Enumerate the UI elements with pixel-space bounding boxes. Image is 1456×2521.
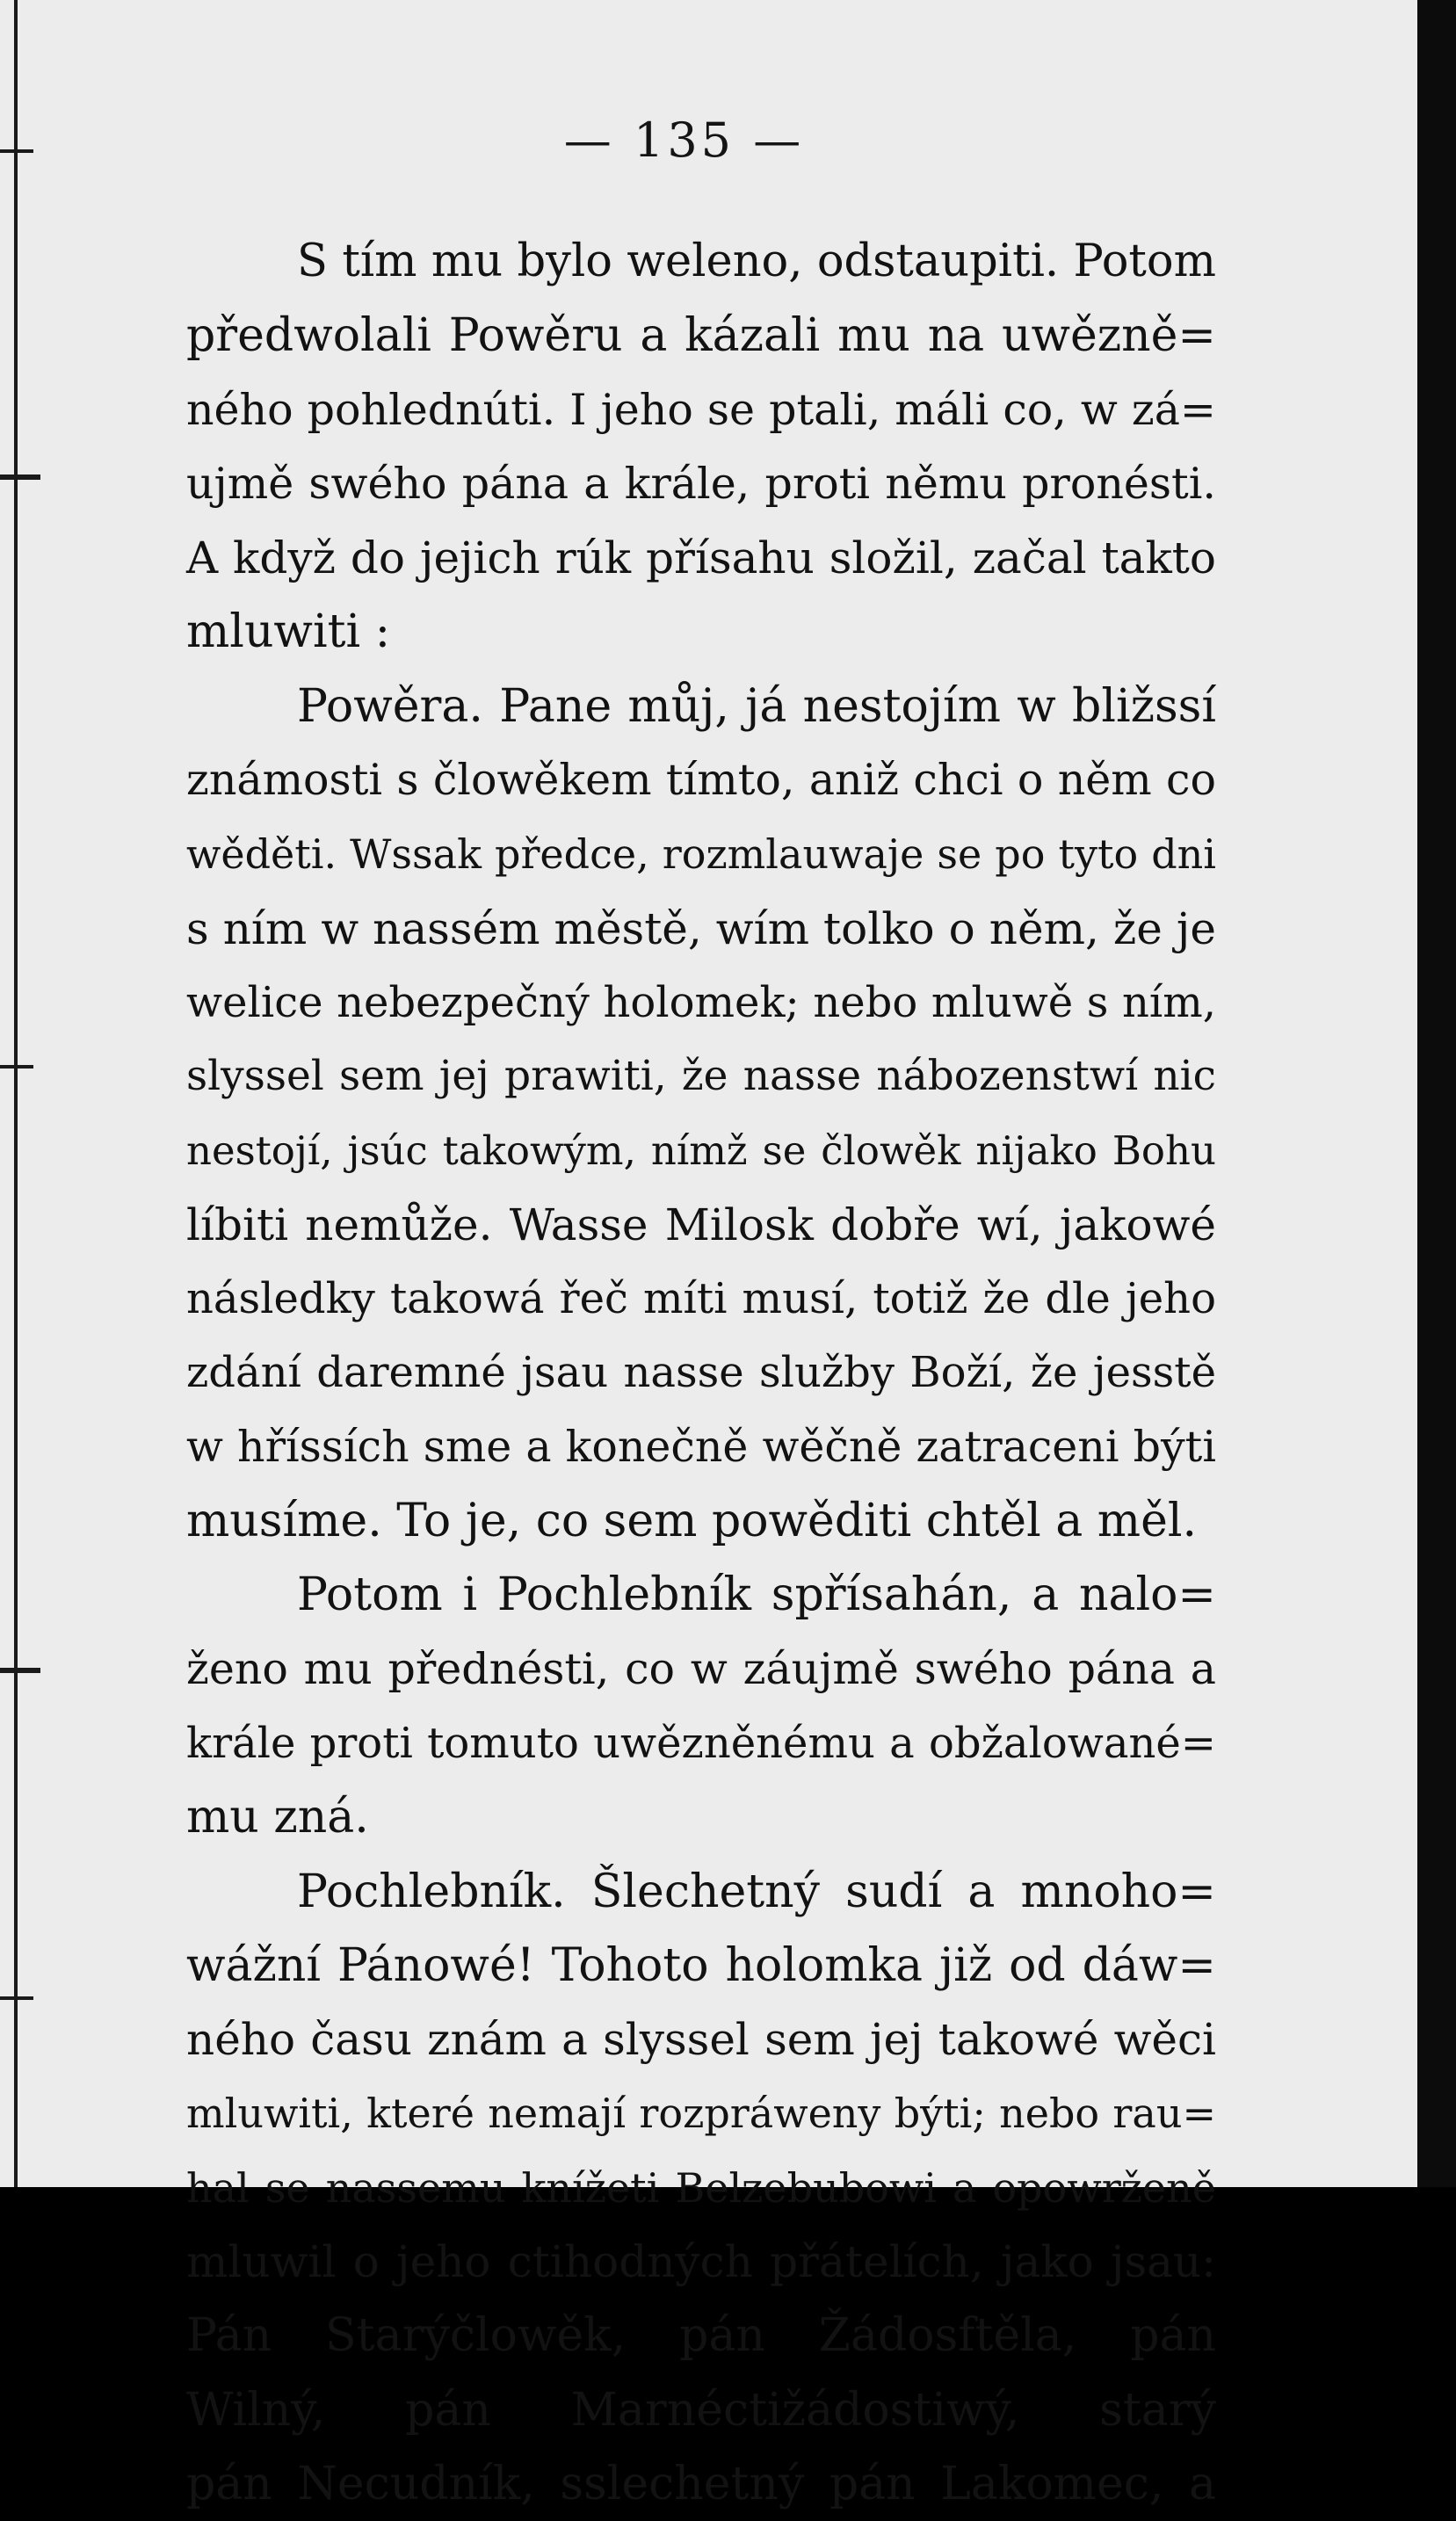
text-line: Pán Starýčlowěk, pán Žádosftěla, pán	[186, 2309, 1216, 2363]
text-line: Wilný, pán Marnéctižádostiwý, starý	[186, 2383, 1216, 2437]
text-line: nestojí, jsúc takowým, nímž se člowěk nijako Bohu	[186, 1126, 1216, 1174]
text-line: w hříssích sme a konečně wěčně zatraceni býti	[186, 1421, 1216, 1472]
text-line: A když do jejich rúk přísahu složil, začal takto	[186, 532, 1216, 584]
text-line: slyssel sem jej prawiti, že nasse nábozenstwí nic	[186, 1052, 1216, 1101]
text-line: předwolali Powěru a kázali mu na uwězně=	[186, 309, 1216, 363]
text-line: mu zná.	[186, 1791, 369, 1844]
text-line: ného pohlednúti. I jeho se ptali, máli co, w zá=	[186, 384, 1216, 435]
page-number: — 135 —	[563, 112, 805, 168]
text-line: mluwiti :	[186, 605, 391, 659]
text-line: wěděti. Wssak předce, rozmlauwaje se po tyto dni	[186, 830, 1216, 879]
text-line: Pochlebník. Šlechetný sudí a mnoho=	[297, 1865, 1216, 1918]
text-line: pán Necudník, sslechetný pán Lakomec, a	[186, 2457, 1216, 2510]
text-line: zdání daremné jsau nasse služby Boží, že jesstě	[186, 1348, 1216, 1398]
text-line: wážní Pánowé! Tohoto holomka již od dáw=	[186, 1938, 1216, 1992]
margin-arrow-mark	[0, 1668, 40, 1673]
text-line: následky takowá řeč míti musí, totiž že dle jeho	[186, 1274, 1216, 1324]
text-line: s ním w nassém městě, wím tolko o něm, že je	[186, 902, 1216, 954]
scan-edge-shadow	[1417, 0, 1456, 2187]
page-text	[186, 225, 1216, 2521]
text-line: ženo mu přednésti, co w záujmě swého pána a	[186, 1643, 1216, 1694]
text-line: ujmě swého pána a krále, proti němu pronésti.	[186, 458, 1216, 509]
text-line: musíme. To je, co sem powěditi chtěl a měl.	[186, 1495, 1198, 1548]
text-line: krále proti tomuto uwězněnému a obžalowané=	[186, 1718, 1216, 1768]
text-line: mluwiti, které nemají rozpráweny býti; nebo rau=	[186, 2090, 1216, 2138]
margin-tick	[0, 1065, 33, 1069]
text-line: známosti s člowěkem tímto, aniž chci o něm co	[186, 755, 1216, 806]
text-line: líbiti nemůže. Wasse Milosk dobře wí, jakowé	[186, 1199, 1216, 1250]
text-line: hal se nassemu knížeti Belzebubowi a opowrženě	[186, 2163, 1216, 2212]
margin-arrow-mark	[0, 474, 40, 480]
text-line: S tím mu bylo weleno, odstaupiti. Potom	[297, 235, 1216, 287]
text-line: Potom i Pochlebník spřísahán, a nalo=	[297, 1568, 1216, 1622]
text-line: ného času znám a slyssel sem jej takowé wěci	[186, 2014, 1216, 2066]
margin-tick	[0, 1996, 33, 2000]
text-line: welice nebezpečný holomek; nebo mluwě s ním,	[186, 977, 1216, 1027]
text-line: Powěra. Pane můj, já nestojím w bližssí	[297, 679, 1216, 733]
left-margin-rule	[14, 0, 18, 2187]
text-line: mluwil o jeho ctihodných přátelích, jako jsau:	[186, 2236, 1216, 2288]
